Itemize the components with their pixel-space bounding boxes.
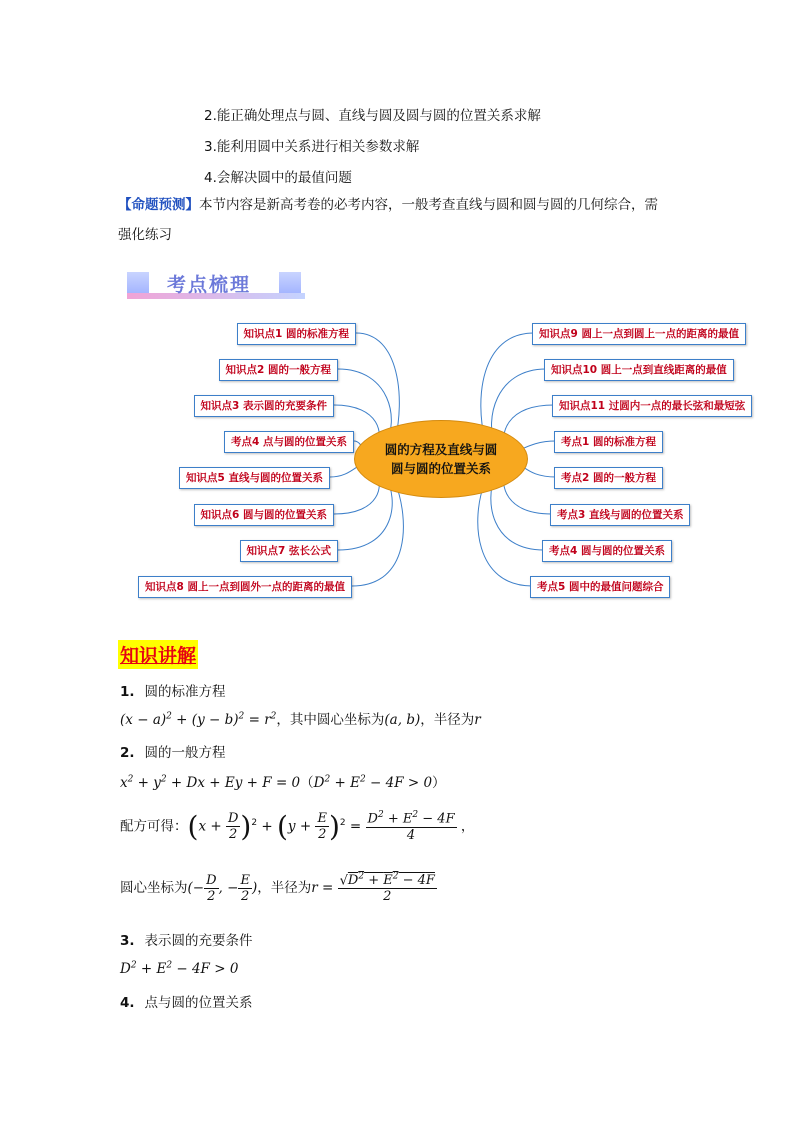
- node-right-1: 知识点9 圆上一点到圆上一点的距离的最值: [532, 323, 746, 345]
- node-left-5: 知识点5 直线与圆的位置关系: [179, 467, 330, 489]
- prediction-line1: 本节内容是新高考卷的必考内容，一般考查直线与圆和圆与圆的几何综合，需: [199, 197, 658, 213]
- node-right-5: 考点2 圆的一般方程: [554, 467, 663, 489]
- item-3-heading: [120, 929, 253, 949]
- general-cond-open: （: [300, 775, 314, 791]
- center-line2: 圆与圆的位置关系: [390, 461, 491, 476]
- connector-left-8: [352, 482, 403, 586]
- connector-right-8: [478, 482, 532, 586]
- item-4-num: 4.: [120, 995, 135, 1011]
- general-cond-close: ）: [432, 775, 446, 791]
- node-left-6: 知识点6 圆与圆的位置关系: [194, 504, 334, 526]
- prediction-line2: 强化练习: [118, 227, 172, 243]
- explain-header: 知识讲解: [118, 640, 198, 669]
- connector-left-1: [356, 333, 399, 440]
- completing-square: 配方可得：(x + $\frac{D}{2}$ )$^2$ + (y + $\frac{E}{2}$ )$^2$ = $\frac{D^2 + E^2 - 4F}{4}$ ，: [120, 810, 475, 843]
- center-radius: 圆心坐标为(− $\frac{D}{2}$ , − $\frac{E}{2}$ )，半径为r = $\frac{√D^2 + E^2 - 4F}{2}$: [120, 872, 435, 905]
- node-right-2: 知识点10 圆上一点到直线距离的最值: [544, 359, 734, 381]
- node-left-1: 知识点1 圆的标准方程: [237, 323, 356, 345]
- node-right-8: 考点5 圆中的最值问题综合: [530, 576, 670, 598]
- general-equation: [120, 771, 446, 791]
- node-left-8: 知识点8 圆上一点到圆外一点的距离的最值: [138, 576, 352, 598]
- item-2-heading: [120, 741, 226, 761]
- section-title: 考点梳理: [167, 274, 252, 296]
- node-right-6: 考点3 直线与圆的位置关系: [550, 504, 690, 526]
- radius-label: ，半径为: [257, 880, 312, 897]
- standard-text-1: ，其中圆心坐标为: [276, 712, 385, 728]
- item-4-title: 点与圆的位置关系: [144, 995, 253, 1011]
- node-left-3: 知识点3 表示圆的充要条件: [194, 395, 334, 417]
- circle-condition: [120, 960, 238, 977]
- standard-formula: $(x - a)^2 + (y - b)^2 = r^2$: [120, 711, 277, 728]
- node-left-7: 知识点7 弦长公式: [240, 540, 338, 562]
- item-1-title: 圆的标准方程: [144, 684, 226, 700]
- node-left-4: 考点4 点与圆的位置关系: [224, 431, 354, 453]
- node-right-7: 考点4 圆与圆的位置关系: [542, 540, 672, 562]
- node-left-2: 知识点2 圆的一般方程: [219, 359, 338, 381]
- standard-equation: [120, 708, 481, 728]
- item-2-num: 2.: [120, 745, 135, 761]
- condition-formula: $D^2 + E^2 - 4F > 0$: [120, 960, 239, 977]
- general-condition: $D^2 + E^2 - 4F > 0$: [313, 774, 433, 791]
- center-line1: 圆的方程及直线与圆: [384, 442, 498, 457]
- item-3-title: 表示圆的充要条件: [144, 933, 253, 949]
- standard-center-coord: (a, b): [384, 712, 421, 728]
- item-3-num: 3.: [120, 933, 135, 949]
- center-label: 圆心坐标为: [120, 880, 188, 897]
- node-right-3: 知识点11 过圆内一点的最长弦和最短弦: [552, 395, 752, 417]
- objective-3: 3.能利用圆中关系进行相关参数求解: [204, 139, 420, 155]
- objective-2: 2.能正确处理点与圆、直线与圆及圆与圆的位置关系求解: [204, 108, 541, 124]
- general-formula: $x^2 + y^2 + Dx + Ey + F = 0$: [120, 774, 301, 791]
- complete-label: 配方可得：: [120, 818, 188, 835]
- item-1-heading: [120, 680, 226, 700]
- standard-text-2: ，半径为: [420, 712, 475, 728]
- item-2-title: 圆的一般方程: [144, 745, 226, 761]
- objective-4: 4.会解决圆中的最值问题: [204, 170, 352, 186]
- item-4-heading: [120, 991, 253, 1011]
- item-1-num: 1.: [120, 684, 135, 700]
- mind-map-center: [354, 420, 528, 498]
- standard-radius: r: [474, 712, 481, 728]
- node-right-4: 考点1 圆的标准方程: [554, 431, 663, 453]
- prediction-tag: 【命题预测】: [118, 197, 199, 213]
